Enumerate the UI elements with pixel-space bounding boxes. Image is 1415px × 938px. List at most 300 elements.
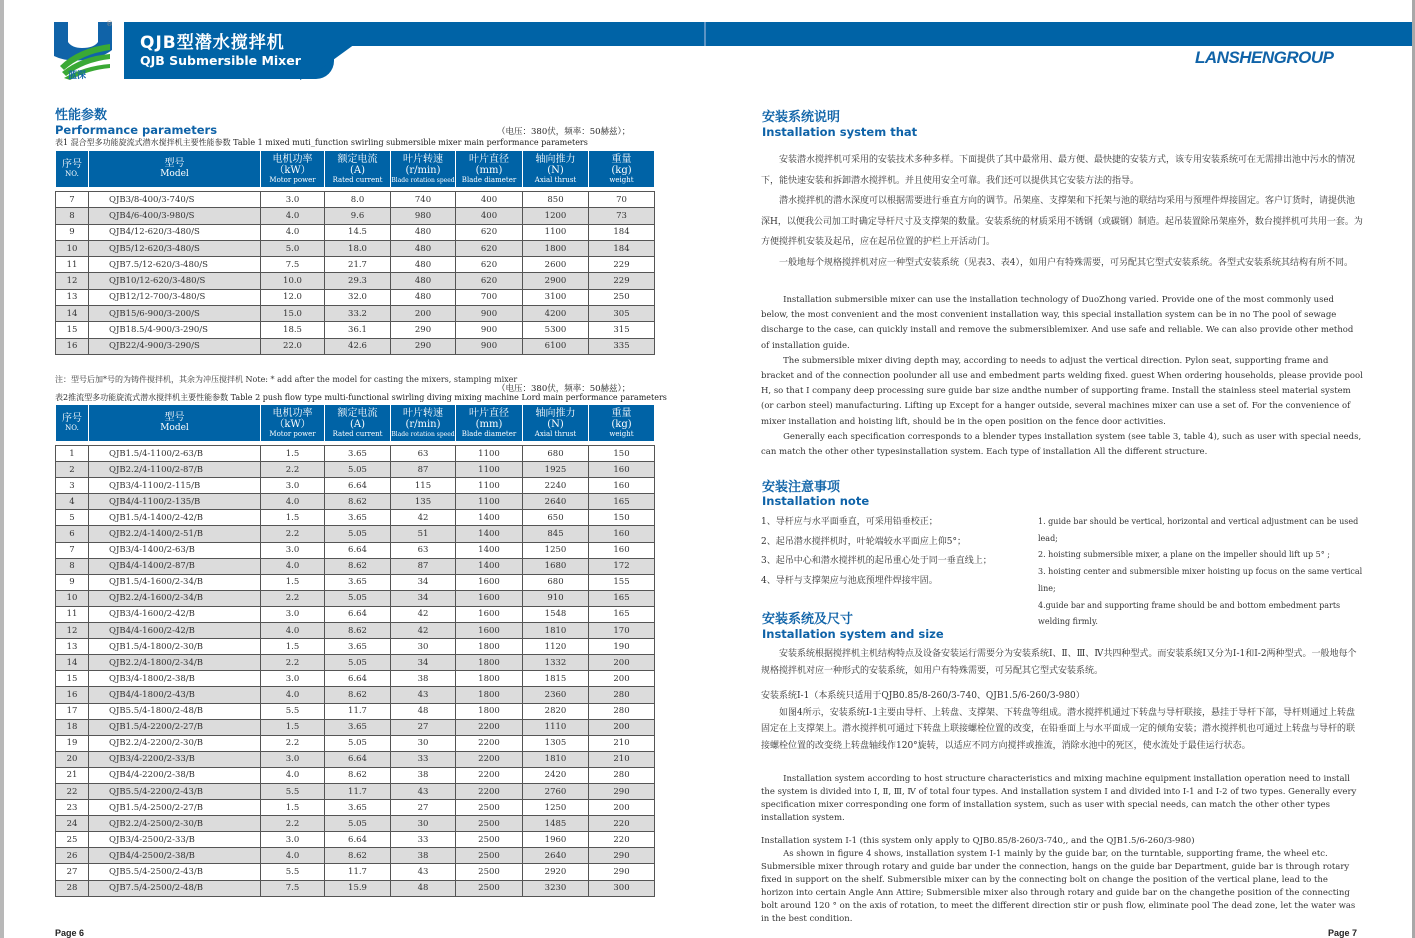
- cell-no: 11: [56, 606, 89, 622]
- paragraph: 安装潜水搅拌机可采用的安装技术多种多样。下面提供了其中最常用、最方便、最快捷的安装方式，该专用安装系统可在无需排出池中污水的情况下，能快速安装和拆卸潜水搅拌机。并且使用安全可靠。我们还可以提供其它安装方法的指导。: [761, 155, 1356, 186]
- cell-weight: 172: [589, 558, 655, 574]
- table-row: [56, 590, 655, 606]
- cell-no: 7: [56, 542, 89, 558]
- note-item: 3、起吊中心和潜水搅拌机的起吊重心处于同一垂直线上；: [761, 556, 992, 566]
- table-row: [56, 751, 655, 767]
- cell-no: 14: [56, 655, 89, 671]
- cell-weight: 300: [589, 880, 655, 896]
- cell-no: 10: [56, 590, 89, 606]
- cell-motor-power: 4.0: [261, 494, 325, 510]
- table-row: [56, 606, 655, 622]
- cell-blade-speed: 480: [391, 273, 456, 289]
- installation-notes-cn: [761, 513, 1041, 591]
- table-row: [56, 639, 655, 655]
- cell-axial-thrust: 910: [523, 590, 589, 606]
- cell-weight: 229: [589, 273, 655, 289]
- cell-motor-power: 4.0: [261, 623, 325, 639]
- cell-blade-speed: 30: [391, 735, 456, 751]
- cell-no: 4: [56, 494, 89, 510]
- paragraph: As shown in figure 4 shows, installation system Ⅰ-1 mainly by the guide bar, on the turntable, supporting frame, the wheel etc. Submersible mixer through rotary and guide bar under the connection, hangs on the guide bar Department, guide bar is through rotary fixed in support on the shelf. Submersible mixer can by the connecting bolt on change the position of the vertical plane, lead to the horizon into certain Angle Ann Attire; Submersible mixer also through rotary and guide bar on the changethe position of the connecting bolt around 120 ° on the axis of rotation, to meet the different direction stir or push flow, eliminate pool The dead zone, let the water was in the best condition.: [761, 849, 1356, 924]
- installation-notes-en: [1038, 514, 1368, 631]
- col-model: 型号 Model: [89, 405, 261, 442]
- paragraph: 安装系统根据搅拌机主机结构特点及设备安装运行需要分为安装系统Ⅰ、Ⅱ、Ⅲ、Ⅳ共四种型式。而安装系统Ⅰ又分为Ⅰ-1和Ⅰ-2两种型式。一般地每个规格搅拌机对应一种形式的安装系统，如用户有特殊需要，可另配其它型式安装系统。: [761, 649, 1357, 676]
- cell-motor-power: 4.0: [261, 224, 325, 240]
- cell-rated-current: 3.65: [325, 800, 391, 816]
- cell-weight: 280: [589, 687, 655, 703]
- cell-motor-power: 3.0: [261, 192, 325, 208]
- cell-weight: 155: [589, 574, 655, 590]
- col-blade-speed: 叶片转速 (r/min) Blade rotation speed: [391, 405, 456, 442]
- table-row: [56, 478, 655, 494]
- cell-motor-power: 1.5: [261, 800, 325, 816]
- cell-no: 6: [56, 526, 89, 542]
- cell-model: QJB3/4-1800/2-38/B: [89, 671, 261, 687]
- cell-motor-power: 3.0: [261, 606, 325, 622]
- note-item: 3. hoisting center and submersible mixer hoisting up focus on the same vertical line;: [1038, 567, 1363, 593]
- cell-blade-diameter: 700: [456, 289, 523, 305]
- cell-no: 15: [56, 671, 89, 687]
- cell-blade-speed: 980: [391, 208, 456, 224]
- note-item: 1. guide bar should be vertical, horizontal and vertical adjustment can be used lead;: [1038, 517, 1359, 543]
- cell-no: 27: [56, 864, 89, 880]
- cell-motor-power: 7.5: [261, 257, 325, 273]
- cell-motor-power: 3.0: [261, 542, 325, 558]
- cell-model: QJB2.2/4-2500/2-30/B: [89, 816, 261, 832]
- cell-motor-power: 10.0: [261, 273, 325, 289]
- cell-no: 17: [56, 703, 89, 719]
- table-row: [56, 494, 655, 510]
- cell-blade-diameter: 900: [456, 322, 523, 338]
- cell-model: QJB15/6-900/3-200/S: [89, 306, 261, 322]
- table-row: [56, 273, 655, 289]
- table-row: [56, 848, 655, 864]
- cell-blade-diameter: 1600: [456, 590, 523, 606]
- cell-blade-diameter: 1100: [456, 446, 523, 462]
- cell-no: 8: [56, 558, 89, 574]
- cell-axial-thrust: 2240: [523, 478, 589, 494]
- cell-weight: 160: [589, 462, 655, 478]
- cell-no: 9: [56, 224, 89, 240]
- table-row: [56, 322, 655, 338]
- cell-no: 13: [56, 289, 89, 305]
- cell-blade-speed: 34: [391, 655, 456, 671]
- table-header-row: [56, 151, 655, 188]
- cell-rated-current: 5.05: [325, 816, 391, 832]
- cell-rated-current: 6.64: [325, 832, 391, 848]
- cell-blade-diameter: 1600: [456, 574, 523, 590]
- cell-model: QJB3/8-400/3-740/S: [89, 192, 261, 208]
- note-item: 4、导杆与支撑架应与池底预埋件焊接牢固。: [761, 575, 938, 586]
- cell-blade-speed: 43: [391, 864, 456, 880]
- cell-axial-thrust: 1680: [523, 558, 589, 574]
- cell-blade-speed: 33: [391, 832, 456, 848]
- installation-size-desc-en: [761, 773, 1363, 926]
- cell-axial-thrust: 1250: [523, 542, 589, 558]
- cell-motor-power: 4.0: [261, 687, 325, 703]
- table-row: [56, 306, 655, 322]
- cell-weight: 250: [589, 289, 655, 305]
- table-row: [56, 257, 655, 273]
- cell-rated-current: 11.7: [325, 783, 391, 799]
- cell-axial-thrust: 2360: [523, 687, 589, 703]
- cell-weight: 210: [589, 751, 655, 767]
- cell-blade-diameter: 2500: [456, 832, 523, 848]
- table-row: [56, 783, 655, 799]
- cell-weight: 160: [589, 542, 655, 558]
- cell-weight: 70: [589, 192, 655, 208]
- cell-motor-power: 3.0: [261, 832, 325, 848]
- cell-motor-power: 1.5: [261, 510, 325, 526]
- cell-weight: 305: [589, 306, 655, 322]
- cell-no: 16: [56, 687, 89, 703]
- table-row: [56, 655, 655, 671]
- cell-axial-thrust: 1800: [523, 240, 589, 256]
- cell-blade-speed: 480: [391, 224, 456, 240]
- cell-blade-diameter: 620: [456, 257, 523, 273]
- cell-model: QJB1.5/4-2500/2-27/B: [89, 800, 261, 816]
- cell-no: 26: [56, 848, 89, 864]
- installation-size-title-en: Installation system and size: [762, 627, 944, 641]
- cell-blade-diameter: 620: [456, 240, 523, 256]
- cell-motor-power: 3.0: [261, 478, 325, 494]
- table-row: [56, 800, 655, 816]
- cell-model: QJB2.2/4-1400/2-51/B: [89, 526, 261, 542]
- cell-rated-current: 3.65: [325, 446, 391, 462]
- cell-blade-diameter: 1800: [456, 639, 523, 655]
- header-title-en: QJB Submersible Mixer: [140, 53, 301, 68]
- table-row: [56, 864, 655, 880]
- logo-text: 蓝深: [68, 71, 87, 81]
- cell-model: QJB4/4-1100/2-135/B: [89, 494, 261, 510]
- cell-model: QJB5.5/4-2200/2-43/B: [89, 783, 261, 799]
- cell-no: 25: [56, 832, 89, 848]
- cell-blade-speed: 480: [391, 289, 456, 305]
- header-band-right: [706, 22, 1412, 46]
- table-row: [56, 446, 655, 462]
- cell-blade-speed: 42: [391, 606, 456, 622]
- table-row: [56, 832, 655, 848]
- cell-model: QJB1.5/4-1100/2-63/B: [89, 446, 261, 462]
- col-blade-diameter: 叶片直径 (mm) Blade diameter: [456, 405, 523, 442]
- table-row: [56, 767, 655, 783]
- cell-motor-power: 2.2: [261, 526, 325, 542]
- cell-blade-speed: 115: [391, 478, 456, 494]
- cell-rated-current: 42.6: [325, 338, 391, 354]
- note-item: 2、起吊潜水搅拌机时，叶轮端较水平面应上仰5°；: [761, 536, 966, 547]
- performance-table-2: [55, 404, 655, 897]
- cell-no: 12: [56, 273, 89, 289]
- cell-blade-speed: 480: [391, 240, 456, 256]
- page-number-right: Page 7: [1328, 928, 1358, 938]
- paragraph: 如图4所示，安装系统Ⅰ-1主要由导杆、上转盘、支撑架、下转盘等组成。潜水搅拌机通过下转盘与导杆联接，悬挂于导杆下部，导杆则通过上转盘固定在上支撑架上。潜水搅拌机可通过下转盘上联接螺栓位置的改变，在铅垂面上与水平面成一定的倾角安装；潜水搅拌机也可通过上转盘与导杆的联接螺栓位置的改变绕上转盘轴线作120°旋转，以适应不同方向搅拌或推流，消除水池中的死区，使水流处于最佳运行状态。: [761, 707, 1356, 751]
- cell-no: 7: [56, 192, 89, 208]
- page-edge-left: [0, 0, 4, 938]
- header-title-cn: QJB型潜水搅拌机: [140, 33, 285, 53]
- col-axial-thrust: 轴向推力 (N) Axial thrust: [523, 151, 589, 188]
- cell-axial-thrust: 1815: [523, 671, 589, 687]
- cell-model: QJB4/4-2500/2-38/B: [89, 848, 261, 864]
- cell-weight: 160: [589, 478, 655, 494]
- cell-no: 24: [56, 816, 89, 832]
- cell-rated-current: 8.62: [325, 623, 391, 639]
- cell-blade-speed: 34: [391, 574, 456, 590]
- cell-blade-speed: 200: [391, 306, 456, 322]
- cell-weight: 150: [589, 446, 655, 462]
- cell-rated-current: 18.0: [325, 240, 391, 256]
- table1-caption: 表1 混合型多功能旋流式潜水搅拌机主要性能参数 Table 1 mixed muti_function swirling submersible mixer main performance parameters: [55, 138, 588, 147]
- cell-motor-power: 1.5: [261, 639, 325, 655]
- col-motor-power: 电机功率 （kW） Motor power: [261, 151, 325, 188]
- cell-axial-thrust: 1110: [523, 719, 589, 735]
- cell-blade-speed: 63: [391, 446, 456, 462]
- table-row: [56, 671, 655, 687]
- cell-rated-current: 33.2: [325, 306, 391, 322]
- cell-axial-thrust: 2820: [523, 703, 589, 719]
- cell-blade-diameter: 2200: [456, 719, 523, 735]
- cell-weight: 335: [589, 338, 655, 354]
- cell-axial-thrust: 1810: [523, 751, 589, 767]
- table-row: [56, 208, 655, 224]
- cell-no: 12: [56, 623, 89, 639]
- cell-axial-thrust: 5300: [523, 322, 589, 338]
- registered-mark: ®: [106, 20, 113, 28]
- cell-blade-speed: 740: [391, 192, 456, 208]
- cell-axial-thrust: 1548: [523, 606, 589, 622]
- table1-note: 注：型号后加*号的为铸件搅拌机，其余为冲压搅拌机 Note: * add after the model for casting the mixers, stamping mixer: [55, 375, 518, 384]
- cell-no: 20: [56, 751, 89, 767]
- cell-rated-current: 8.62: [325, 767, 391, 783]
- cell-model: QJB5.5/4-2500/2-43/B: [89, 864, 261, 880]
- cell-model: QJB3/4-2500/2-33/B: [89, 832, 261, 848]
- cell-weight: 165: [589, 590, 655, 606]
- cell-axial-thrust: 2600: [523, 257, 589, 273]
- cell-weight: 190: [589, 639, 655, 655]
- table-row: [56, 224, 655, 240]
- cell-no: 3: [56, 478, 89, 494]
- cell-motor-power: 18.5: [261, 322, 325, 338]
- cell-no: 10: [56, 240, 89, 256]
- cell-blade-diameter: 1800: [456, 703, 523, 719]
- cell-axial-thrust: 1200: [523, 208, 589, 224]
- cell-blade-diameter: 2200: [456, 735, 523, 751]
- cell-rated-current: 3.65: [325, 639, 391, 655]
- subheading: 安装系统Ⅰ-1（本系统只适用于QJB0.85/8-260/3-740、QJB1.5/6-260/3-980）: [761, 691, 1085, 701]
- cell-motor-power: 2.2: [261, 735, 325, 751]
- note-item: 4.guide bar and supporting frame should be and bottom embedment parts welding firmly.: [1038, 600, 1341, 627]
- cell-axial-thrust: 1250: [523, 800, 589, 816]
- installation-desc-cn: [761, 150, 1363, 273]
- cell-model: QJB2.2/4-1800/2-34/B: [89, 655, 261, 671]
- cell-blade-speed: 30: [391, 639, 456, 655]
- cell-blade-diameter: 400: [456, 192, 523, 208]
- col-rated-current: 额定电流 (A) Rated current: [325, 151, 391, 188]
- cell-model: QJB4/4-1400/2-87/B: [89, 558, 261, 574]
- cell-axial-thrust: 1332: [523, 655, 589, 671]
- cell-motor-power: 3.0: [261, 671, 325, 687]
- cell-rated-current: 5.05: [325, 590, 391, 606]
- note-item: 2. hoisting submersible mixer, a plane on the impeller should lift up 5° ;: [1038, 550, 1330, 560]
- cell-rated-current: 29.3: [325, 273, 391, 289]
- cell-model: QJB3/4-1100/2-115/B: [89, 478, 261, 494]
- cell-axial-thrust: 2900: [523, 273, 589, 289]
- cell-weight: 165: [589, 494, 655, 510]
- col-weight: 重量 (kg) weight: [589, 151, 655, 188]
- cell-model: QJB7.5/4-2500/2-48/B: [89, 880, 261, 896]
- cell-motor-power: 1.5: [261, 446, 325, 462]
- cell-blade-speed: 38: [391, 671, 456, 687]
- cell-rated-current: 9.6: [325, 208, 391, 224]
- cell-rated-current: 3.65: [325, 719, 391, 735]
- cell-blade-diameter: 1600: [456, 606, 523, 622]
- paragraph: Installation submersible mixer can use the installation technology of DuoZhong varied. Provide one of the most commonly used below, the most convenient and the most convenient installation way, this special installation system can be in no The pool of sewage discharge to the case, can quickly install and remove the submersiblemixer. And use safe and reliable. We can also provide other method of installation guide.: [761, 295, 1354, 351]
- cell-weight: 290: [589, 783, 655, 799]
- cell-model: QJB5.5/4-1800/2-48/B: [89, 703, 261, 719]
- table-row: [56, 687, 655, 703]
- cell-blade-diameter: 1400: [456, 510, 523, 526]
- cell-weight: 200: [589, 719, 655, 735]
- cell-blade-diameter: 2500: [456, 816, 523, 832]
- cell-blade-diameter: 1800: [456, 687, 523, 703]
- cell-weight: 220: [589, 832, 655, 848]
- cell-axial-thrust: 650: [523, 510, 589, 526]
- brand-name: LANSHENGROUP: [1195, 48, 1334, 67]
- cell-blade-diameter: 1100: [456, 478, 523, 494]
- cell-axial-thrust: 2420: [523, 767, 589, 783]
- cell-no: 28: [56, 880, 89, 896]
- table-row: [56, 735, 655, 751]
- cell-axial-thrust: 1925: [523, 462, 589, 478]
- cell-rated-current: 8.62: [325, 494, 391, 510]
- table2-caption: 表2推流型多功能旋流式潜水搅拌机主要性能参数 Table 2 push flow type multi-functional swirling diving mixing machine Lord main performance parameters: [55, 393, 667, 402]
- cell-model: QJB2.2/4-2200/2-30/B: [89, 735, 261, 751]
- table-row: [56, 542, 655, 558]
- cell-blade-diameter: 620: [456, 224, 523, 240]
- cell-model: QJB1.5/4-1800/2-30/B: [89, 639, 261, 655]
- cell-no: 22: [56, 783, 89, 799]
- cell-blade-diameter: 2200: [456, 783, 523, 799]
- cell-blade-speed: 30: [391, 816, 456, 832]
- cell-blade-diameter: 1600: [456, 623, 523, 639]
- cell-blade-diameter: 900: [456, 306, 523, 322]
- cell-motor-power: 12.0: [261, 289, 325, 305]
- cell-no: 19: [56, 735, 89, 751]
- cell-blade-diameter: 2200: [456, 767, 523, 783]
- cell-rated-current: 6.64: [325, 751, 391, 767]
- cell-rated-current: 5.05: [325, 655, 391, 671]
- cell-rated-current: 11.7: [325, 703, 391, 719]
- cell-blade-speed: 38: [391, 848, 456, 864]
- cell-weight: 184: [589, 240, 655, 256]
- cell-model: QJB3/4-1600/2-42/B: [89, 606, 261, 622]
- cell-blade-speed: 48: [391, 880, 456, 896]
- cell-motor-power: 5.0: [261, 240, 325, 256]
- table-row: [56, 192, 655, 208]
- cell-axial-thrust: 850: [523, 192, 589, 208]
- cell-rated-current: 6.64: [325, 542, 391, 558]
- table-row: [56, 703, 655, 719]
- cell-weight: 220: [589, 816, 655, 832]
- cell-rated-current: 21.7: [325, 257, 391, 273]
- cell-model: QJB10/12-620/3-480/S: [89, 273, 261, 289]
- cell-blade-diameter: 400: [456, 208, 523, 224]
- col-no: 序号 NO.: [56, 405, 89, 442]
- cell-model: QJB2.2/4-1100/2-87/B: [89, 462, 261, 478]
- installation-system-title-en: Installation system that: [762, 125, 918, 139]
- cell-motor-power: 4.0: [261, 208, 325, 224]
- cell-weight: 200: [589, 655, 655, 671]
- col-weight: 重量 (kg) weight: [589, 405, 655, 442]
- col-blade-diameter: 叶片直径 (mm) Blade diameter: [456, 151, 523, 188]
- cell-weight: 73: [589, 208, 655, 224]
- cell-rated-current: 11.7: [325, 864, 391, 880]
- cell-blade-speed: 34: [391, 590, 456, 606]
- cell-blade-speed: 27: [391, 719, 456, 735]
- installation-note-title-en: Installation note: [762, 494, 870, 508]
- cell-blade-speed: 43: [391, 687, 456, 703]
- cell-no: 18: [56, 719, 89, 735]
- cell-no: 13: [56, 639, 89, 655]
- voltage-note-1: （电压：380伏，频率：50赫兹）；: [497, 127, 631, 137]
- cell-blade-speed: 51: [391, 526, 456, 542]
- cell-model: QJB1.5/4-1400/2-42/B: [89, 510, 261, 526]
- cell-blade-diameter: 1400: [456, 542, 523, 558]
- cell-rated-current: 8.0: [325, 192, 391, 208]
- cell-no: 23: [56, 800, 89, 816]
- cell-motor-power: 5.5: [261, 703, 325, 719]
- table2-body: [56, 446, 655, 897]
- table-row: [56, 623, 655, 639]
- cell-axial-thrust: 2640: [523, 848, 589, 864]
- cell-model: QJB7.5/12-620/3-480/S: [89, 257, 261, 273]
- cell-no: 16: [56, 338, 89, 354]
- cell-no: 14: [56, 306, 89, 322]
- paragraph: 一般地每个规格搅拌机对应一种型式安装系统（见表3、表4），如用户有特殊需要，可另配其它型式安装系统。各型式安装系统其结构有所不同。: [779, 257, 1353, 268]
- installation-system-title-cn: 安装系统说明: [762, 110, 841, 125]
- col-no: 序号 NO.: [56, 151, 89, 188]
- cell-blade-diameter: 1400: [456, 558, 523, 574]
- cell-rated-current: 6.64: [325, 606, 391, 622]
- cell-axial-thrust: 1810: [523, 623, 589, 639]
- cell-no: 1: [56, 446, 89, 462]
- cell-weight: 165: [589, 606, 655, 622]
- cell-axial-thrust: 3100: [523, 289, 589, 305]
- subheading: Installation system Ⅰ-1 (this system only apply to QJB0.85/8-260/3-740,, and the QJB1.5/6-260/3-980): [761, 836, 1195, 846]
- cell-weight: 290: [589, 848, 655, 864]
- cell-motor-power: 2.2: [261, 816, 325, 832]
- cell-axial-thrust: 1120: [523, 639, 589, 655]
- cell-model: QJB12/12-700/3-480/S: [89, 289, 261, 305]
- cell-blade-speed: 42: [391, 623, 456, 639]
- paragraph: The submersible mixer diving depth may, according to needs to adjust the vertical direction. Pylon seat, supporting frame and bracket and of the connection poolunder all use and embedment parts welding fixed. guest When ordering households, please provide pool H, so that I company deep processing sure guide bar size andthe number of supporting frame. Install the stainless steel material system (or carbon steel) manufacturing. Lifting up Except for a hanger outside, several machines mixer can use a set of. For the convenience of mixer installation and hoisting lift, should be in the open position on the fence door activities.: [761, 355, 1363, 427]
- cell-rated-current: 8.62: [325, 558, 391, 574]
- cell-model: QJB22/4-900/3-290/S: [89, 338, 261, 354]
- cell-rated-current: 5.05: [325, 735, 391, 751]
- cell-axial-thrust: 1100: [523, 224, 589, 240]
- table-row: [56, 240, 655, 256]
- table-header-row: [56, 405, 655, 442]
- note-item: 1、导杆应与水平面垂直，可采用铅垂校正；: [761, 517, 938, 527]
- cell-model: QJB1.5/4-1600/2-34/B: [89, 574, 261, 590]
- cell-model: QJB18.5/4-900/3-290/S: [89, 322, 261, 338]
- cell-axial-thrust: 2640: [523, 494, 589, 510]
- cell-weight: 150: [589, 510, 655, 526]
- cell-blade-speed: 27: [391, 800, 456, 816]
- cell-no: 5: [56, 510, 89, 526]
- col-motor-power: 电机功率 （kW） Motor power: [261, 405, 325, 442]
- voltage-note-2: （电压：380伏，频率：50赫兹）；: [497, 384, 631, 394]
- cell-blade-diameter: 620: [456, 273, 523, 289]
- cell-no: 15: [56, 322, 89, 338]
